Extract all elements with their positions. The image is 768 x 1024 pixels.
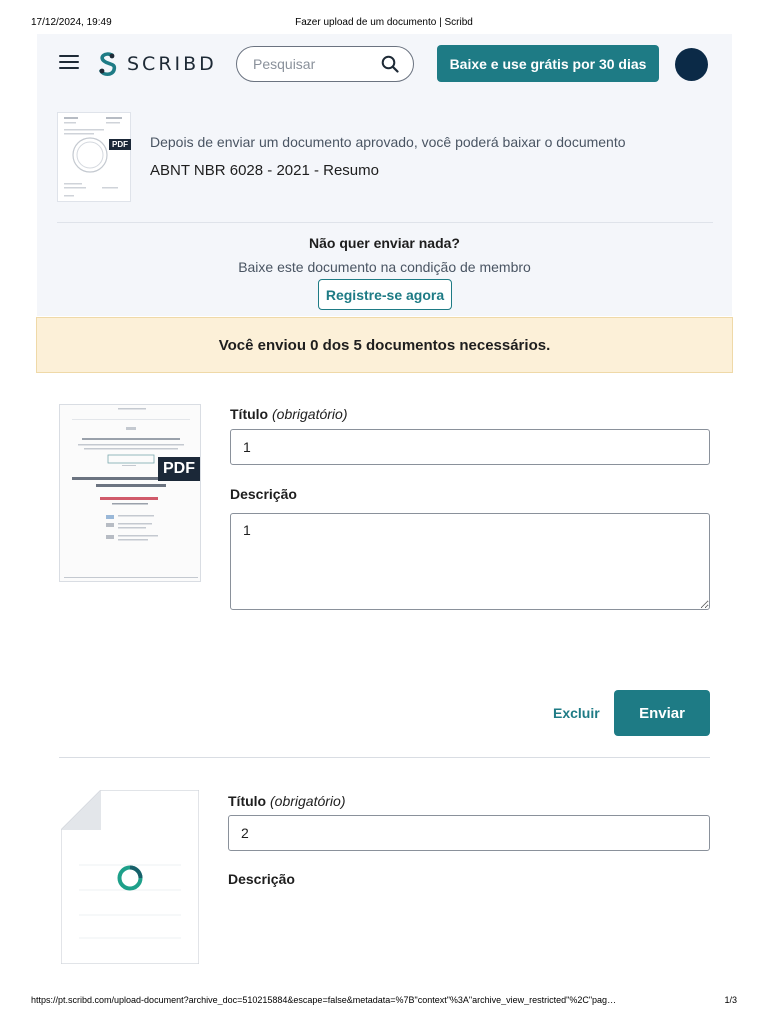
send-button[interactable]: Enviar [614,690,710,736]
download-note: Depois de enviar um documento aprovado, você poderá baixar o documento [150,134,626,150]
logo-text: SCRIBD [127,53,217,75]
search-input[interactable] [253,56,373,72]
title-input[interactable] [228,815,710,851]
download-panel [37,94,732,316]
page-preview [60,405,201,582]
menu-icon[interactable] [59,55,79,71]
panel-divider [57,222,713,223]
description-label: Descrição [230,486,297,502]
pdf-badge: PDF [109,139,131,150]
title-label-text: Título [228,793,267,809]
search-box [236,46,414,82]
top-nav-bar [37,34,732,94]
description-input[interactable] [230,513,710,610]
abnt-cover-preview [58,113,132,203]
title-input[interactable] [230,429,710,465]
register-button[interactable]: Registre-se agora [318,279,452,310]
title-label [230,406,347,422]
no-upload-question: Não quer enviar nada? [309,235,460,251]
upload-separator [59,757,710,758]
title-required-hint: (obrigatório) [270,793,346,809]
loading-spinner-icon [116,864,144,892]
upload-thumbnail [59,404,201,582]
document-name: ABNT NBR 6028 - 2021 - Resumo [150,162,379,179]
search-icon[interactable] [381,55,399,73]
print-url: https://pt.scribd.com/upload-document?archive_doc=510215884&escape=false&metadata=%7B"context"%3A"archive_view_restricted"%2C"pag… [31,995,617,1005]
print-date: 17/12/2024, 19:49 [31,17,112,28]
document-placeholder [61,790,199,964]
scribd-logo[interactable] [97,51,217,77]
delete-button[interactable]: Excluir [553,705,600,721]
description-label: Descrição [228,871,295,887]
print-title: Fazer upload de um documento | Scribd [295,17,473,28]
title-required-hint: (obrigatório) [272,406,348,422]
membership-subtext: Baixe este documento na condição de membro [238,259,531,275]
upload-progress-banner: Você enviou 0 dos 5 documentos necessários. [36,317,733,373]
title-label-text: Título [230,406,269,422]
title-label [228,793,345,809]
scribd-logo-icon [97,51,119,77]
print-page-number: 1/3 [724,995,737,1005]
document-thumbnail [57,112,131,202]
free-trial-button[interactable]: Baixe e use grátis por 30 dias [437,45,659,82]
user-avatar[interactable] [675,48,708,81]
pdf-badge: PDF [158,457,200,481]
